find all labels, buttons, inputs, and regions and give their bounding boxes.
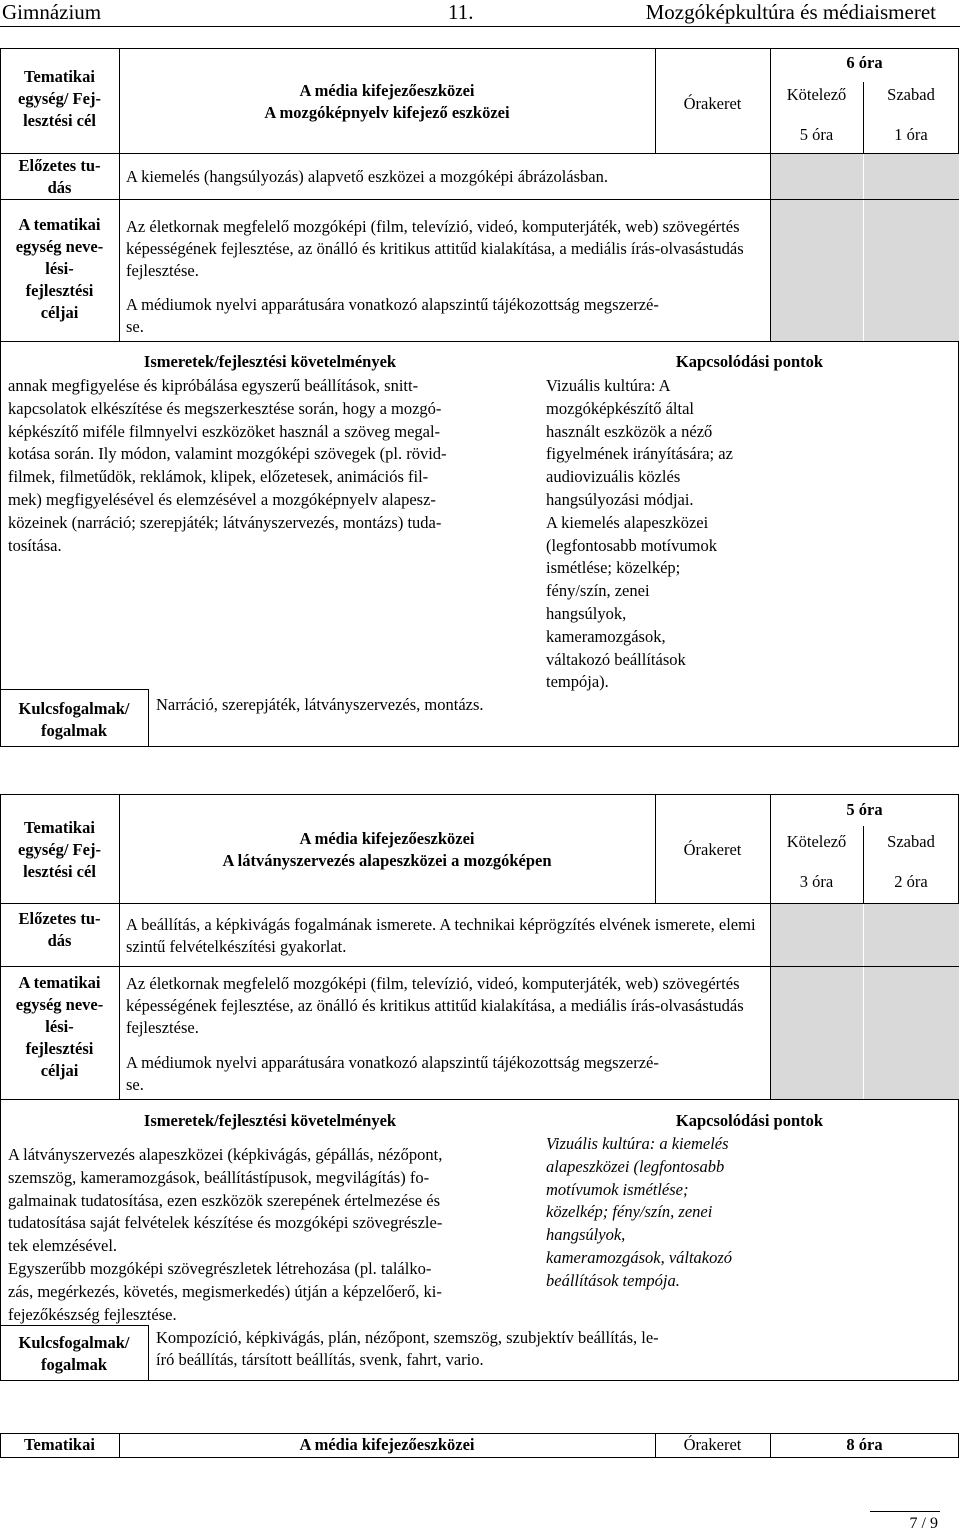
unit1-celjai-p1: Az életkornak megfelelő mozgóképi (film, televízió, videó, komputerjáték, web) szövegértés képességének fejlesztése, az önálló és kritikus attitűd kialakítása, a mediális írás-olvasástudás fejlesztése. xyxy=(126,217,744,280)
unit2-label-tematikai: Tematikai egység/ Fej- lesztési cél xyxy=(18,818,101,881)
unit2-celjai-p1: Az életkornak megfelelő mozgóképi (film, televízió, videó, komputerjáték, web) szövegértés képességének fejlesztése, az önálló és kritikus attitűd kialakítása, a mediális írás-olvasástudás fejlesztése. xyxy=(126,974,744,1037)
unit3-title: A média kifejezőeszközei xyxy=(299,1435,475,1454)
unit1-label-elozetes: Előzetes tu- dás xyxy=(18,156,101,197)
unit2-title: A média kifejezőeszközei A látványszervezés alapeszközei a mozgóképen xyxy=(222,829,552,870)
unit2-hours-total: 5 óra xyxy=(846,800,883,819)
unit1-elozetes: A kiemelés (hangsúlyozás) alapvető eszközei a mozgóképi ábrázolásban. xyxy=(126,167,608,186)
unit1-kapcsolodasi: Vizuális kultúra: A mozgóképkészítő által használt eszközök a néző figyelmének irányítására; az audiovizuális közlés hangsúlyozási módjai. A kiemelés alapeszközei (legfontosabb motívumok ismétlése; közelkép; fény/szín, zenei hangsúlyok, kameramozgások, váltakozó beállítások tempója). xyxy=(546,376,733,692)
footer-rule xyxy=(870,1511,940,1512)
unit2-label-elozetes: Előzetes tu- dás xyxy=(18,909,101,950)
unit2-ismeretek: A látványszervezés alapeszközei (képkivágás, gépállás, nézőpont, szemszög, kameramozgások, beállítástípusok, megvilágítás) fo- galmainak tudatosítása, ezen eszközök szerepének értelmezése és tudatosítása saját felvételek készítése és mozgóképi szövegrészle- tek elemzésével. Egyszerűbb mozgóképi szövegrészletek létrehozása (pl. találko- zás, megérkezés, követés, megismerkedés) útján a képzelőerő, ki- fejezőkészség fejlesztése. xyxy=(8,1145,443,1324)
unit2-orakeret: Órakeret xyxy=(683,840,742,859)
unit1-kulcs: Narráció, szerepjáték, látványszervezés, montázs. xyxy=(156,695,484,714)
unit2-ismeretek-head: Ismeretek/fejlesztési követelmények xyxy=(143,1111,397,1130)
unit2-kulcs: Kompozíció, képkivágás, plán, nézőpont, szemszög, szubjektív beállítás, le- író beállítás, társított beállítás, svenk, fahrt, vario. xyxy=(156,1328,659,1369)
unit2-celjai-p2: A médiumok nyelvi apparátusára vonatkozó alapszintű tájékozottság megszerzé- se. xyxy=(126,1053,659,1094)
unit1-kotelezo: Kötelező xyxy=(786,85,847,104)
header-rule xyxy=(0,26,960,27)
unit1-ismeretek-head: Ismeretek/fejlesztési követelmények xyxy=(143,352,397,371)
unit1-hours-total: 6 óra xyxy=(846,53,883,72)
unit2-szabad: Szabad xyxy=(887,832,935,851)
unit2-hours-kotelezo: 3 óra xyxy=(799,872,834,891)
unit2-elozetes: A beállítás, a képkivágás fogalmának ismerete. A technikai képrögzítés elvének ismerete, elemi szintű felvételkészítési gyakorlat. xyxy=(126,915,756,956)
page-number: 7 / 9 xyxy=(909,1515,938,1532)
unit1-label-tematikai: Tematikai egység/ Fej- lesztési cél xyxy=(18,67,101,130)
header-grade: 11. xyxy=(448,0,474,24)
unit1-hours-kotelezo: 5 óra xyxy=(799,125,834,144)
header-subject: Mozgóképkultúra és médiaismeret xyxy=(645,0,936,24)
unit1-label-celjai: A tematikai egység neve- lési- fejlesztési céljai xyxy=(15,215,104,322)
unit1-orakeret: Órakeret xyxy=(683,94,742,113)
unit2-label-celjai: A tematikai egység neve- lési- fejlesztési céljai xyxy=(15,973,104,1080)
unit1-celjai-p2: A médiumok nyelvi apparátusára vonatkozó alapszintű tájékozottság megszerzé- se. xyxy=(126,295,659,336)
unit1-szabad: Szabad xyxy=(887,85,935,104)
unit1-label-kulcs: Kulcsfogalmak/ fogalmak xyxy=(18,699,130,740)
unit2-label-kulcs: Kulcsfogalmak/ fogalmak xyxy=(18,1333,130,1374)
unit2-hours-szabad: 2 óra xyxy=(894,872,928,891)
unit1-ismeretek: annak megfigyelése és kipróbálása egyszerű beállítások, snitt- kapcsolatok elkészítése és megszerkesztése során, hogy a mozgó- képkészítő miféle filmnyelvi eszközöket használ a szöveg megal- kotása során. Ily módon, valamint mozgóképi szövegek (pl. rövid- filmek, filmetűdök, reklámok, klipek, előzetesek, animációs fil- mek) megfigyelésével és elemzésével a mozgóképnyelv alapesz- közeinek (narráció; szerepjáték; látványszervezés, montázs) tuda- tosítása. xyxy=(8,376,447,555)
unit2-kotelezo: Kötelező xyxy=(786,832,847,851)
unit3-hours-total: 8 óra xyxy=(846,1435,883,1454)
page-header xyxy=(0,0,960,24)
unit1-kapcsolodasi-head: Kapcsolódási pontok xyxy=(675,352,824,371)
unit2-kapcsolodasi-head: Kapcsolódási pontok xyxy=(675,1111,824,1130)
unit2-kapcsolodasi: Vizuális kultúra: a kiemelés alapeszközei (legfontosabb motívumok ismétlése; közelkép; fény/szín, zenei hangsúlyok, kameramozgások, váltakozó beállítások tempója. xyxy=(546,1134,733,1290)
header-school: Gimnázium xyxy=(2,0,102,24)
unit3-orakeret: Órakeret xyxy=(683,1435,742,1454)
unit1-title: A média kifejezőeszközei A mozgóképnyelv kifejező eszközei xyxy=(264,81,510,122)
unit1-hours-szabad: 1 óra xyxy=(894,125,928,144)
unit3-label-tematikai: Tematikai xyxy=(24,1435,95,1454)
